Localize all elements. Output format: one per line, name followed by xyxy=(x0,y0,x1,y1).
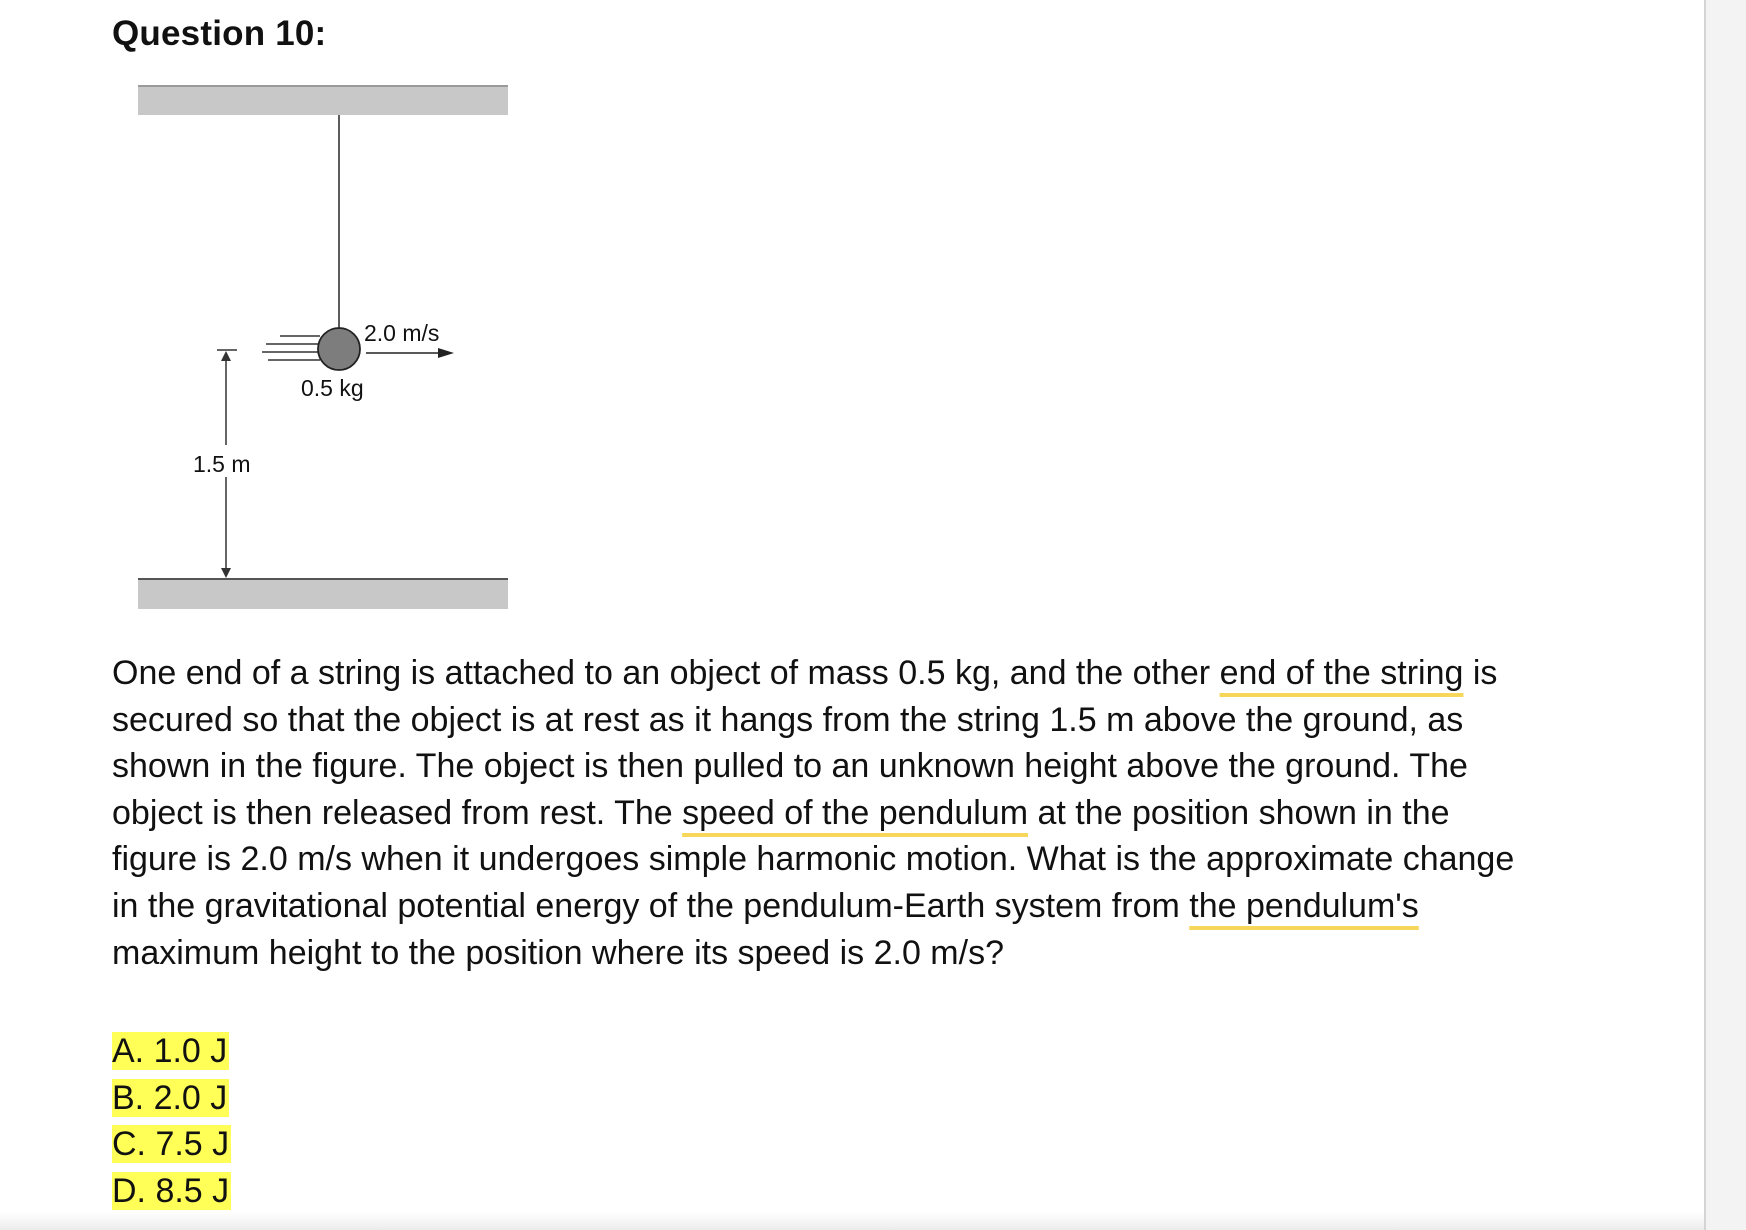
choice-c-label[interactable]: C. 7.5 J xyxy=(112,1125,230,1164)
velocity-arrowhead xyxy=(438,348,454,358)
choice-a[interactable] xyxy=(112,1028,231,1075)
velocity-label: 2.0 m/s xyxy=(364,320,440,346)
pendulum-figure xyxy=(0,0,560,640)
ground-block xyxy=(138,579,508,609)
question-text xyxy=(112,650,1532,976)
choice-b[interactable] xyxy=(112,1075,231,1122)
pendulum-bob xyxy=(318,328,360,370)
question-text-part: maximum height to the position where its speed is 2.0 m/s? xyxy=(112,933,1004,972)
choice-b-label[interactable]: B. 2.0 J xyxy=(112,1078,228,1117)
highlighted-phrase: speed of the pendulum xyxy=(682,793,1029,832)
choice-d-label[interactable]: D. 8.5 J xyxy=(112,1171,230,1210)
height-arrowhead-down xyxy=(221,568,231,578)
height-label: 1.5 m xyxy=(193,451,251,477)
page-bottom-shadow xyxy=(0,1212,1704,1230)
ceiling-block xyxy=(138,85,508,115)
highlighted-phrase: the pendulum's xyxy=(1189,886,1419,925)
window-gutter xyxy=(1706,0,1746,1230)
choice-a-label[interactable]: A. 1.0 J xyxy=(112,1032,228,1070)
question-text-part: One end of a string is attached to an object of mass 0.5 kg, and the other xyxy=(112,654,1220,692)
choice-c[interactable] xyxy=(112,1121,231,1168)
question-title: Question 10: xyxy=(112,14,327,53)
question-text-part: is secured so that the object is at rest as it hangs from the string 1.5 m above the ground, as shown in the figure. The object is then pulled to an unknown height above the ground. The object is then released from rest. The xyxy=(112,654,1498,832)
highlighted-phrase: end of the string xyxy=(1219,654,1464,692)
answer-choices xyxy=(112,1028,231,1214)
mass-label: 0.5 kg xyxy=(301,375,364,401)
choice-d[interactable] xyxy=(112,1168,231,1215)
question-text-part: at the position shown in the figure is 2.0 m/s when it undergoes simple harmonic motion. What is the approximate change in the gravitational potential energy of the pendulum-Earth system from xyxy=(112,793,1515,925)
